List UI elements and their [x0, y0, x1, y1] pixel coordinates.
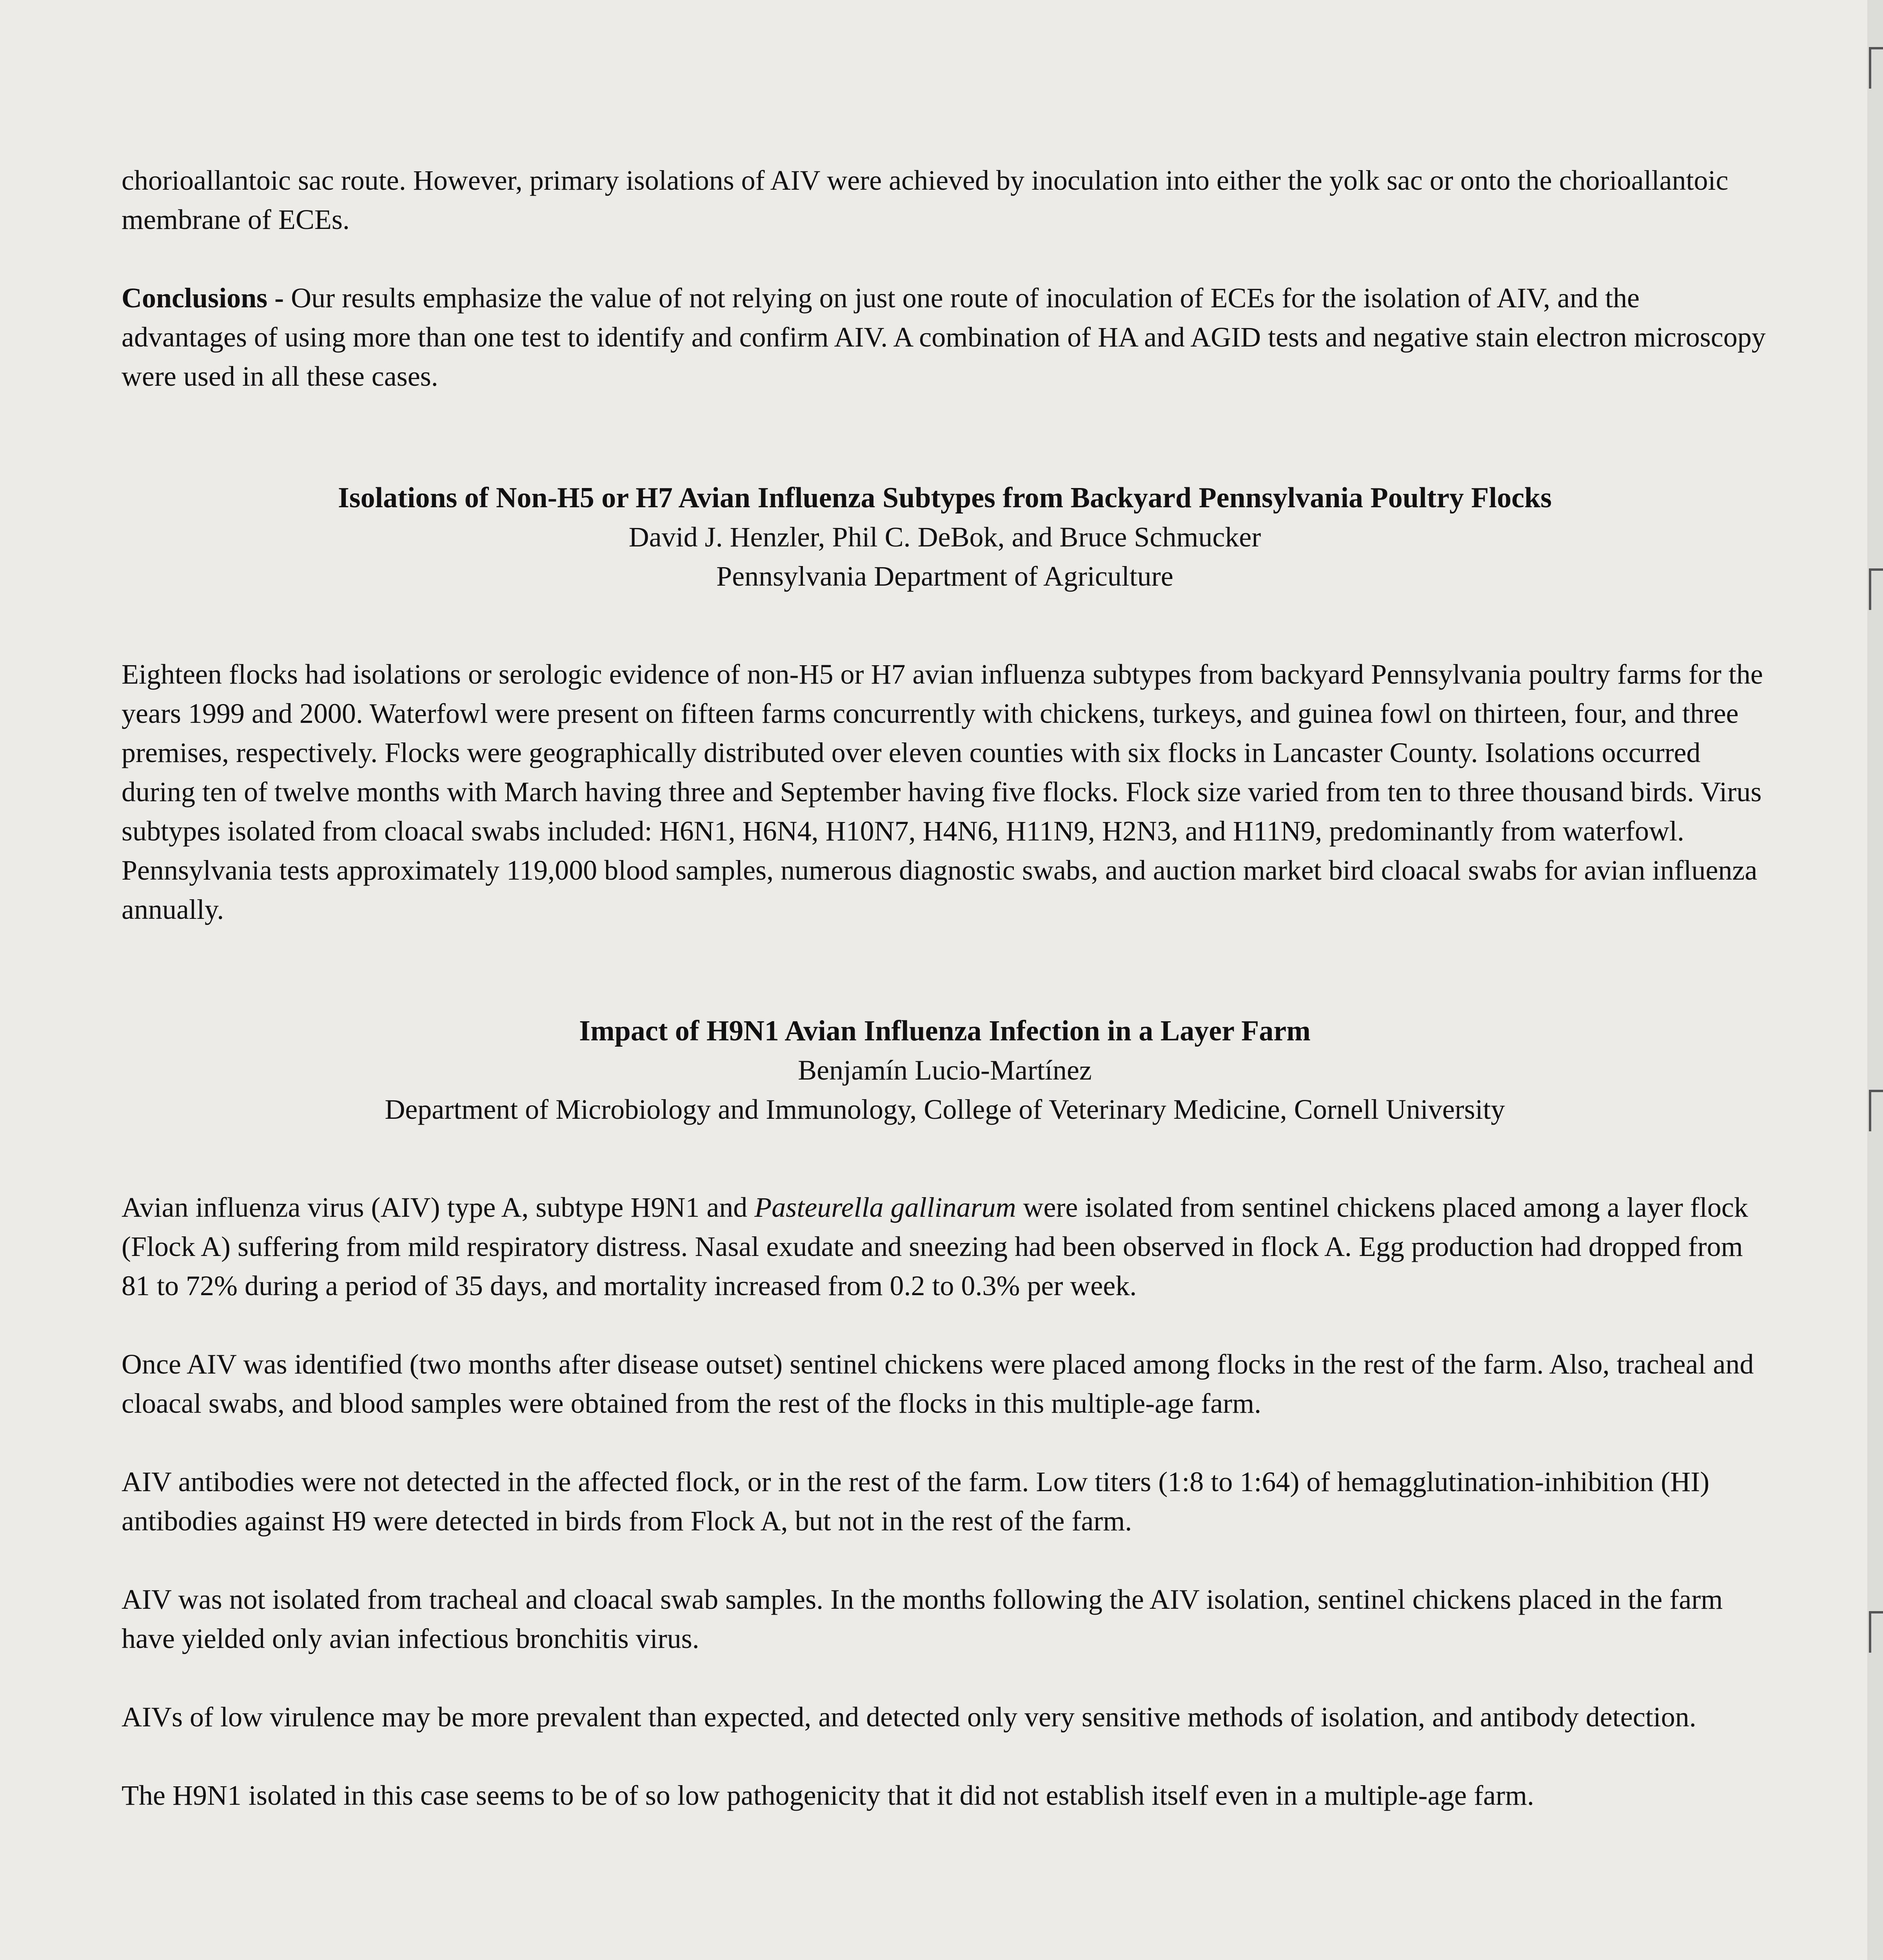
article-paragraph	[122, 1188, 1768, 1305]
species-name: Pasteurella gallinarum	[754, 1192, 1016, 1223]
binding-tab-mark	[1869, 47, 1883, 89]
page-content	[122, 161, 1768, 1815]
article-paragraph: AIVs of low virulence may be more prevalent than expected, and detected only very sensitive methods of isolation, and antibody detection.	[122, 1701, 1696, 1733]
conclusions-paragraph	[122, 278, 1768, 396]
article-paragraph: AIV was not isolated from tracheal and cloacal swab samples. In the months following the AIV isolation, sentinel chickens placed in the farm have yielded only avian infectious bronchitis virus.	[122, 1584, 1723, 1654]
conclusions-text: Our results emphasize the value of not relying on just one route of inoculation of ECEs for the isolation of AIV, and the advantages of using more than one test to identify and confirm AIV. A combination of HA and AGID tests and negative stain electron microscopy were used in all these cases.	[122, 282, 1766, 392]
continued-paragraph: chorioallantoic sac route. However, primary isolations of AIV were achieved by inoculation into either the yolk sac or onto the chorioallantoic membrane of ECEs.	[122, 165, 1729, 235]
page-edge	[1867, 0, 1883, 1960]
article-affiliation: Department of Microbiology and Immunology, College of Veterinary Medicine, Cornell University	[385, 1094, 1505, 1125]
paragraph-text: Avian influenza virus (AIV) type A, subtype H9N1 and	[122, 1192, 755, 1223]
binding-tab-mark	[1869, 1611, 1883, 1653]
article-title: Impact of H9N1 Avian Influenza Infection in a Layer Farm	[579, 1015, 1311, 1047]
article-paragraph: Once AIV was identified (two months after disease outset) sentinel chickens were placed among flocks in the rest of the farm. Also, tracheal and cloacal swabs, and blood samples were obtained from the rest of the flocks in this multiple-age farm.	[122, 1348, 1754, 1419]
article-authors: David J. Henzler, Phil C. DeBok, and Bruce Schmucker	[628, 521, 1261, 553]
article-affiliation: Pennsylvania Department of Agriculture	[716, 561, 1173, 592]
article-paragraph: AIV antibodies were not detected in the affected flock, or in the rest of the farm. Low titers (1:8 to 1:64) of hemagglutination-inhibition (HI) antibodies against H9 were detected in birds from Flock A, but not in the rest of the farm.	[122, 1466, 1710, 1537]
binding-tab-mark	[1869, 1090, 1883, 1131]
paragraph-text: were isolated from sentinel chickens placed among a layer flock (Flock A) suffering from mild respiratory distress. Nasal exudate and sneezing had been observed in flock A. Egg production had dropped from 81 to 72% during a period of 35 days, and mortality increased from 0.2 to 0.3% per week.	[122, 1192, 1748, 1301]
conclusions-label: Conclusions -	[122, 282, 284, 314]
binding-tab-mark	[1869, 568, 1883, 610]
article-title: Isolations of Non-H5 or H7 Avian Influenza Subtypes from Backyard Pennsylvania Poultry Flocks	[338, 482, 1552, 514]
article-paragraph: The H9N1 isolated in this case seems to be of so low pathogenicity that it did not establish itself even in a multiple-age farm.	[122, 1780, 1534, 1811]
article-body: Eighteen flocks had isolations or serologic evidence of non-H5 or H7 avian influenza subtypes from backyard Pennsylvania poultry farms for the years 1999 and 2000. Waterfowl were present on fifteen farms concurrently with chickens, turkeys, and guinea fowl on thirteen, four, and three premises, respectively. Flocks were geographically distributed over eleven counties with six flocks in Lancaster County. Isolations occurred during ten of twelve months with March having three and September having five flocks. Flock size varied from ten to three thousand birds. Virus subtypes isolated from cloacal swabs included: H6N1, H6N4, H10N7, H4N6, H11N9, H2N3, and H11N9, predominantly from waterfowl. Pennsylvania tests approximately 119,000 blood samples, numerous diagnostic swabs, and auction market bird cloacal swabs for avian influenza annually.	[122, 659, 1763, 925]
article-authors: Benjamín Lucio-Martínez	[798, 1054, 1092, 1086]
